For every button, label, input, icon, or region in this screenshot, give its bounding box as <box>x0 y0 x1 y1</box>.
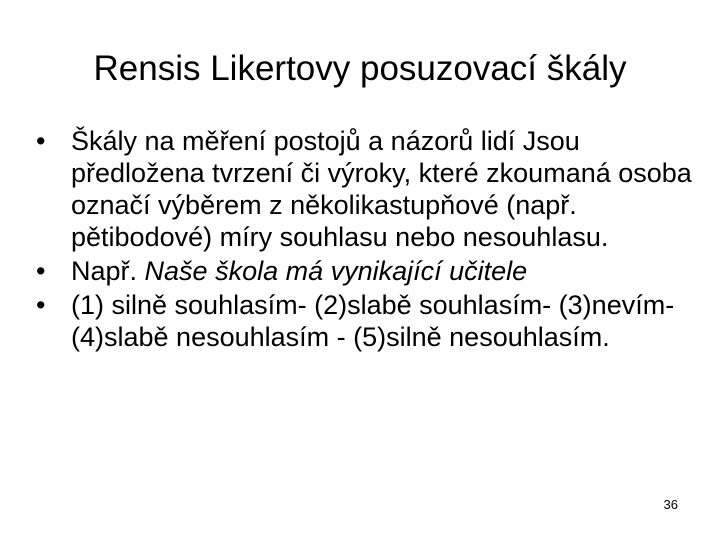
bullet-icon: • <box>36 126 46 156</box>
bullet-item-definition <box>36 125 696 253</box>
bullet-icon: • <box>36 256 46 286</box>
slide-title: Rensis Likertovy posuzovací škály <box>93 49 627 88</box>
example-statement: Naše škola má vynikající učitele <box>144 256 528 286</box>
bullet-item-example <box>36 255 696 287</box>
bullet-item-scale <box>36 289 696 353</box>
bullet-prefix: Např. <box>71 256 145 286</box>
bullet-icon: • <box>36 290 46 320</box>
bullet-text: (1) silně souhlasím- (2)slabě souhlasím- (3)nevím- (4)slabě nesouhlasím - (5)silně nesouhlasím. <box>71 290 690 352</box>
bullet-list <box>36 125 696 355</box>
page-number: 36 <box>663 497 678 512</box>
bullet-text: Škály na měření postojů a názorů lidí Jsou předložena tvrzení či výroky, které zkoumaná osoba označí výběrem z několikastupňové (např. pětibodové) míry souhlasu nebo nesouhlasu. <box>71 126 692 252</box>
